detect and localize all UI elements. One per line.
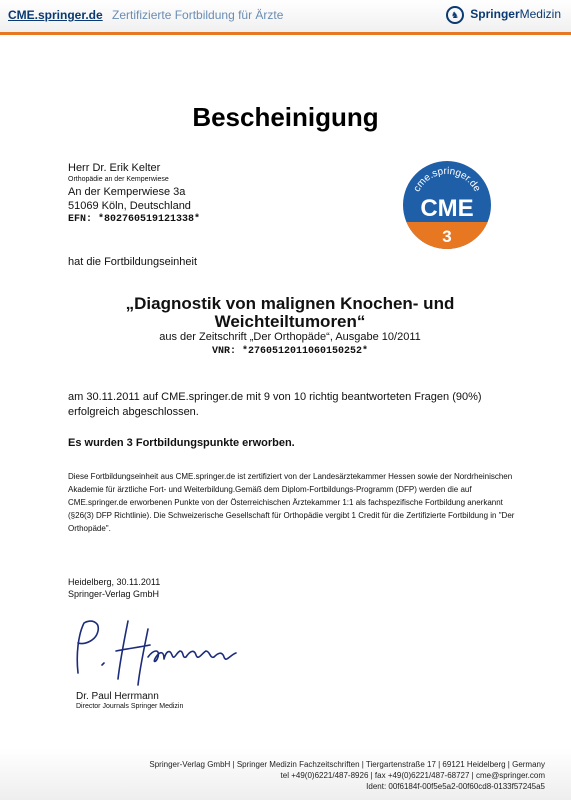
points-text: Es wurden 3 Fortbildungspunkte erworben.: [68, 437, 295, 449]
springer-medizin-logo: [446, 6, 561, 24]
header-bar: [0, 0, 571, 32]
recipient-efn: EFN: *802760519121338*: [68, 214, 201, 225]
recipient-street: An der Kemperwiese 3a: [68, 186, 186, 198]
footer-ident: Ident: 00f6184f-00f5e5a2-00f60cd8-0133f57245a5: [366, 782, 545, 791]
publisher-name-light: Medizin: [519, 7, 561, 22]
footer-address: Springer-Verlag GmbH | Springer Medizin Fachzeitschriften | Tiergartenstraße 17 | 69121 Heidelberg | Germany: [149, 760, 545, 769]
result-text: am 30.11.2011 auf CME.springer.de mit 9 von 10 richtig beantworteten Fragen (90%) erfolgreich abgeschlossen.: [68, 391, 482, 418]
place-date: Heidelberg, 30.11.2011: [68, 577, 161, 587]
recipient-city: 51069 Köln, Deutschland: [68, 200, 191, 212]
signer-block: [76, 692, 183, 711]
signature-image: [66, 615, 246, 687]
recipient-name: Herr Dr. Erik Kelter: [68, 162, 161, 174]
brand-tagline: Zertifizierte Fortbildung für Ärzte: [112, 8, 284, 22]
cme-brand-link[interactable]: CME.springer.de: [8, 8, 103, 22]
signer-name: Dr. Paul Herrmann: [76, 691, 159, 702]
badge-points: 3: [442, 227, 452, 246]
publisher-name: Springer-Verlag GmbH: [68, 589, 160, 599]
badge-label: CME: [420, 195, 474, 222]
footer-contact: tel +49(0)6221/487-8926 | fax +49(0)6221/487-68727 | cme@springer.com: [280, 771, 545, 780]
course-source: aus der Zeitschrift „Der Orthopäde“, Ausgabe 10/2011: [159, 331, 421, 343]
brand-left: [8, 8, 283, 22]
badge-arc-text: cme.springer.de: [411, 165, 483, 194]
certification-note: Diese Fortbildungseinheit aus CME.springer.de ist zertifiziert von der Landesärztekammer Hessen sowie der Nordrheinischen Akademie für ärztliche Fort- und Weiterbildung.Gemäß dem Diplom-Fortbildungs-Programm (DFP) werden die auf CME.springer.de erworbenen Punkte von der Österreichischen Ärztekammer 1:1 als fachspezifische Fortbildung anerkannt (§26(3) DFP Richtlinie). Die Schweizerische Gesellschaft für Orthopädie vergibt 1 Credit für die Zertifizierte Fortbildung in "Der Orthopäde".: [68, 472, 515, 533]
page-title: Bescheinigung: [192, 102, 379, 132]
footer: [25, 759, 545, 792]
recipient-block: [68, 161, 200, 227]
header-divider: [0, 32, 571, 35]
course-vnr: VNR: *2760512011060150252*: [211, 346, 369, 357]
intro-text: hat die Fortbildungseinheit: [68, 256, 198, 268]
recipient-organization: Orthopädie an der Kemperwiese: [68, 176, 169, 183]
springer-knight-icon: ♞: [446, 6, 464, 24]
cme-badge-icon: [402, 160, 492, 250]
place-date-block: [68, 576, 160, 600]
course-title: „Diagnostik von malignen Knochen- und Weichteiltumoren“: [125, 294, 455, 331]
signer-role: Director Journals Springer Medizin: [76, 703, 184, 710]
publisher-name-bold: Springer: [470, 7, 520, 22]
